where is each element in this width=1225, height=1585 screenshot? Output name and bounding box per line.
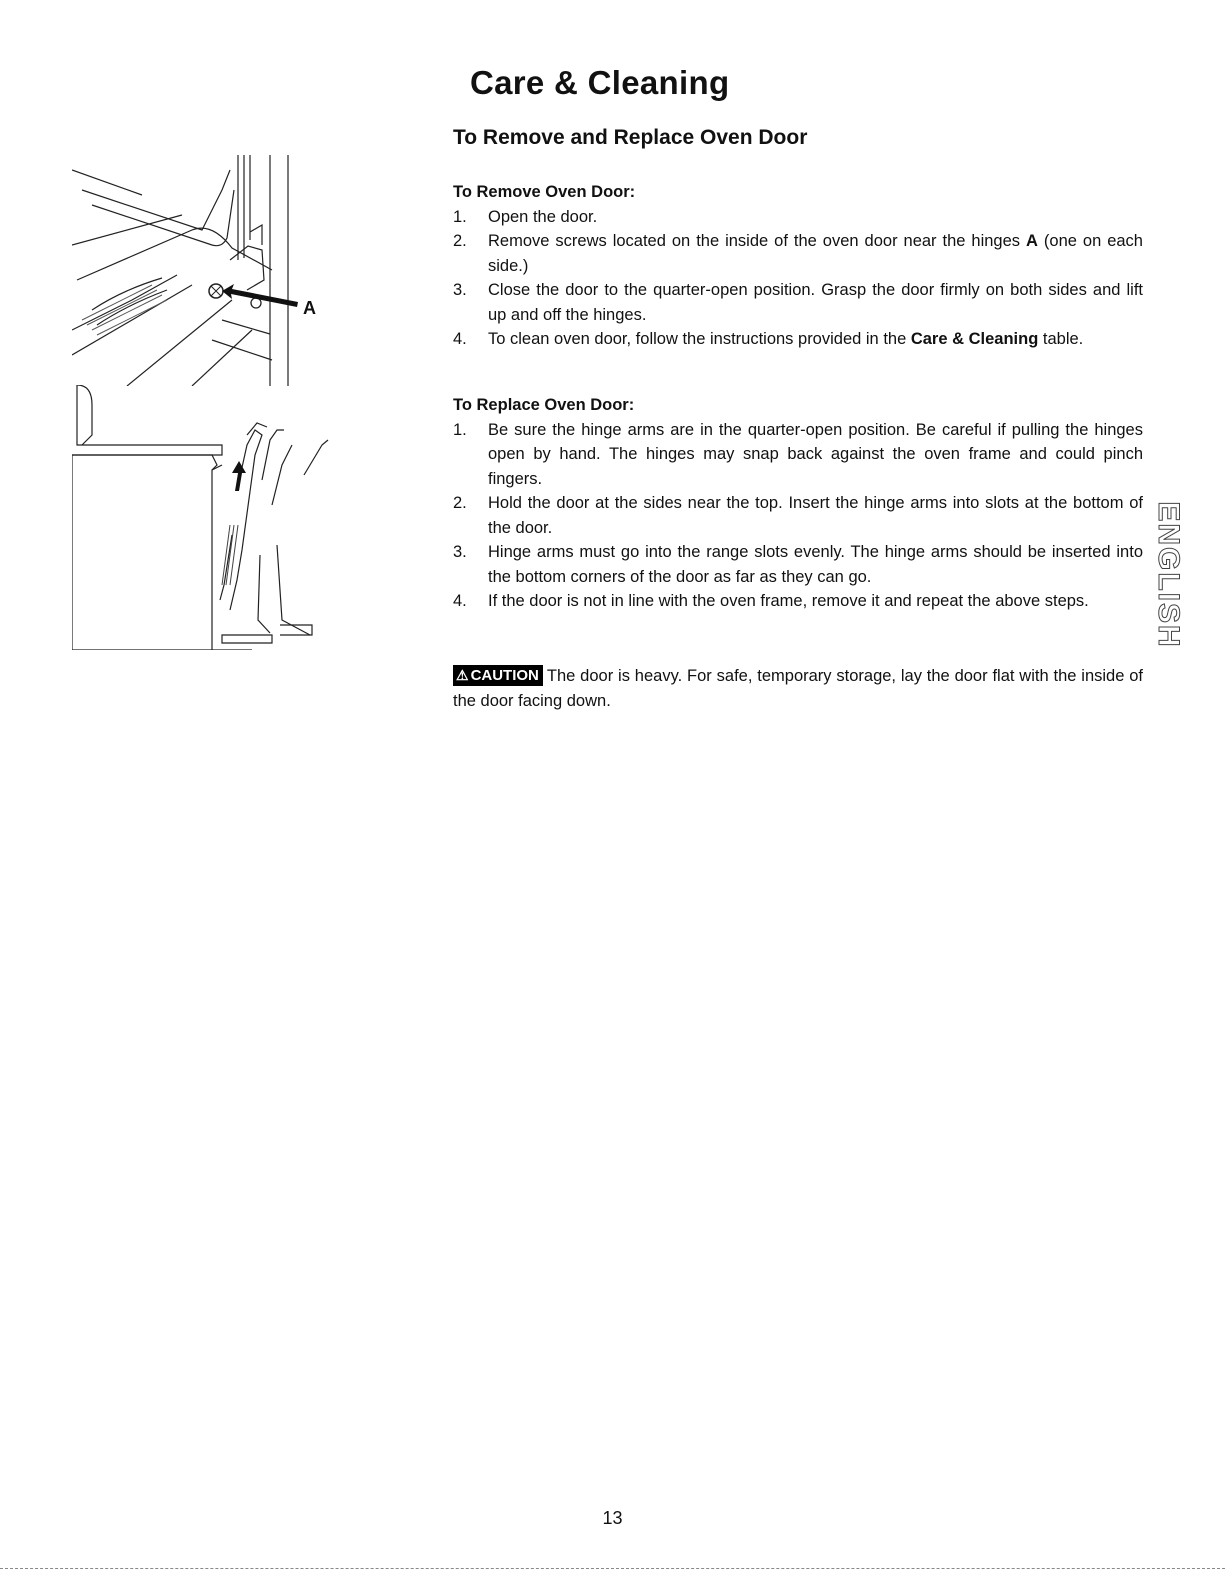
replace-door-heading: To Replace Oven Door: [453, 396, 635, 414]
remove-door-heading: To Remove Oven Door: [453, 183, 636, 201]
care-cleaning-reference: Care & Cleaning [910, 330, 1039, 348]
step-number: 3. [453, 543, 467, 561]
hinge-reference: A [1026, 232, 1038, 250]
bottom-divider [0, 1568, 1225, 1569]
list-item [453, 540, 1143, 589]
figure-label-a: A [303, 298, 316, 318]
list-item [453, 327, 1143, 352]
up-arrow-icon [232, 461, 246, 491]
step-number: 4. [453, 330, 467, 348]
step-number: 2. [453, 494, 467, 512]
step-number: 3. [453, 281, 467, 299]
list-item [453, 418, 1143, 492]
caution-note [453, 664, 1143, 713]
list-item [453, 278, 1143, 327]
step-number: 1. [453, 420, 467, 439]
caution-label: CAUTION [470, 667, 539, 684]
step-number: 1. [453, 207, 467, 226]
section-title: To Remove and Replace Oven Door [453, 126, 808, 149]
step-text: table. [1038, 330, 1084, 348]
list-item [453, 491, 1143, 540]
list-item [453, 229, 1143, 278]
step-text: If the door is not in line with the oven frame, remove it and repeat the above steps. [488, 592, 1089, 610]
list-item [453, 205, 1143, 230]
step-number: 4. [453, 592, 467, 610]
door-lift-illustration [72, 385, 332, 650]
step-text: Open the door. [488, 207, 598, 226]
warning-triangle-icon: ⚠ [456, 667, 469, 683]
caution-badge [453, 665, 543, 686]
step-number: 2. [453, 232, 467, 250]
language-side-tab [1148, 501, 1188, 649]
remove-door-section [453, 180, 1143, 352]
step-text: Hinge arms must go into the range slots evenly. The hinge arms should be inserted into the bottom corners of the door as far as they can go. [488, 543, 1143, 586]
step-text: To clean oven door, follow the instructions provided in the [488, 330, 911, 348]
step-text: Hold the door at the sides near the top. Insert the hinge arms into slots at the bottom of the door. [488, 494, 1143, 537]
replace-door-section [453, 393, 1143, 614]
step-text: (one on each side.) [488, 232, 1143, 275]
page-number: 13 [602, 1508, 623, 1528]
caution-text: The door is heavy. For safe, temporary storage, lay the door flat with the inside of the door facing down. [453, 667, 1143, 710]
step-text: Remove screws located on the inside of the oven door near the hinges [488, 232, 1027, 250]
step-text: Close the door to the quarter-open position. Grasp the door firmly on both sides and lift up and off the hinges. [488, 281, 1143, 324]
replace-steps-list [453, 418, 1143, 614]
hinge-screw-illustration [72, 150, 332, 386]
step-text: Be sure the hinge arms are in the quarter-open position. Be careful if pulling the hinges open by hand. The hinges may snap back against the oven frame and could pinch fingers. [488, 420, 1143, 488]
page-title: Care & Cleaning [470, 64, 730, 101]
list-item [453, 589, 1143, 614]
language-label: ENGLISH [1152, 501, 1185, 649]
remove-steps-list [453, 205, 1143, 352]
